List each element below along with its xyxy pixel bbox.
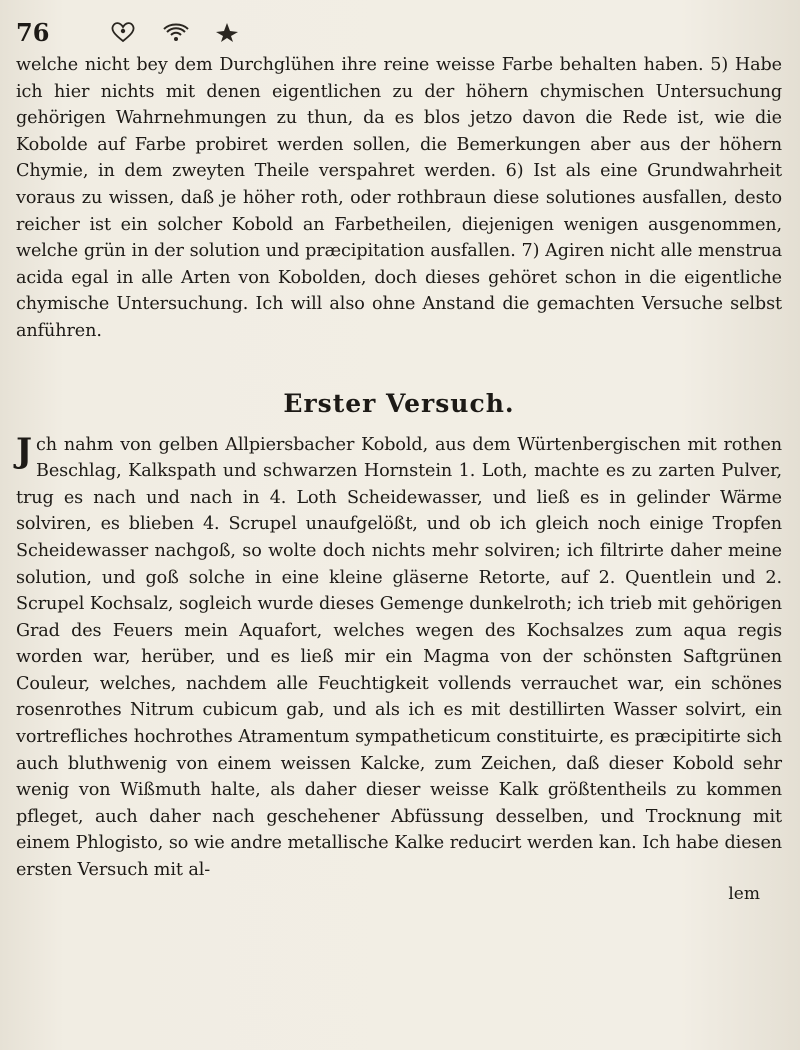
drop-cap: J [16,430,32,471]
leaf-ornament-icon [214,21,240,43]
paragraph-2 [16,432,782,884]
page-number: 76 [16,17,50,47]
page-header [16,12,782,52]
section-heading: Erster Versuch. [283,388,515,418]
paragraph-1: welche nicht bey dem Durchglühen ihre reine weisse Farbe behalten haben. 5) Habe ich hier nichts mit denen eigentlichen zu der höhern chymischen Untersuchung gehörigen Wahrnehmungen zu thun, da es blos jetzo davon die Rede ist, wie die Kobolde auf Farbe probiret werden sollen, die Bemerkungen aber aus der höhern Chymie, in dem zweyten Theile verspahret werden. 6) Ist als eine Grundwahrheit voraus zu wissen, daß je höher roth, oder rothbraun diese solutiones ausfallen, desto reicher ist ein solcher Kobold an Farbetheilen, diejenigen wenigen ausgenommen, welche grün in der solution und præcipitation ausfallen. 7) Agiren nicht alle menstrua acida egal in alle Arten von Kobolden, doch dieses gehöret schon in die eigentliche chymische Untersuchung. Ich will also ohne Anstand die gemachten Versuche selbst anführen. [16,55,782,341]
header-ornaments [110,21,240,43]
paragraph-2-text: ch nahm von gelben Allpiersbacher Kobold, aus dem Würtenbergischen mit rothen Beschlag, Kalkspath und schwarzen Hornstein 1. Loth, machte es zu zarten Pulver, trug es nach und nach in 4. Loth Scheidewasser, und ließ es in gelinder Wärme solviren, es blieben 4. Scrupel unaufgelößt, und ob ich gleich noch einige Tropfen Scheidewasser nachgoß, so wolte doch nichts mehr solviren; ich filtrirte daher meine solution, und goß solche in eine kleine gläserne Retorte, auf 2. Quentlein und 2. Scrupel Kochsalz, sogleich wurde dieses Gemenge dunkelroth; ich trieb mit gehörigen Grad des Feuers mein Aquafort, welches wegen des Kochsalzes zum aqua regis worden war, herüber, und es ließ mir ein Magma von der schönsten Saftgrünen Couleur, welches, nachdem alle Feuchtigkeit vollends verrauchet war, ein schönes rosenrothes Nitrum cubicum gab, und als ich es mit destillirten Wasser solvirt, ein vortrefliches hochrothes Atramentum sympatheticum constituirte, es præcipitirte sich auch bluthwenig von einem weissen Kalcke, zum Zeichen, daß dieser Kobold sehr wenig von Wißmuth halte, als daher dieser weisse Kalk größtentheils zu kommen pfleget, auch daher nach geschehener Abfüssung desselben, und Trocknung mit einem Phlogisto, so wie andre metallische Kalke reducirt werden kan. Ich habe diesen ersten Versuch mit al- [16,434,782,881]
heart-ornament-icon [110,21,136,43]
catchword: lem [728,883,760,904]
shell-ornament-icon [162,21,188,43]
